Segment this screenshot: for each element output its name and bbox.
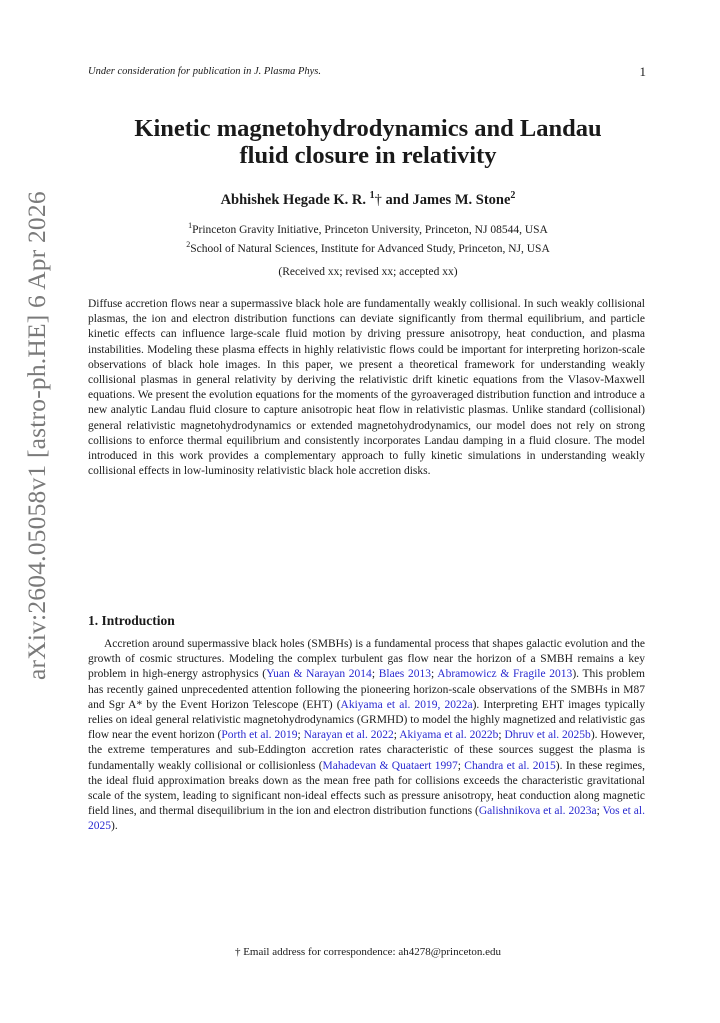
section-heading-introduction: 1. Introduction [88, 613, 175, 628]
correspondence-footnote: † Email address for correspondence: ah4278@princeton.edu [234, 946, 502, 958]
citation-link[interactable]: Blaes 2013 [378, 668, 431, 681]
body-text: ; [297, 729, 304, 742]
author-affiliation-mark-1: 1 [369, 190, 375, 201]
author-name-1: Abhishek Hegade K. R. [220, 191, 367, 208]
body-text: ). However, the extreme temperatures and sub-Eddington accretion rates characteristic of these sources suggest the plasma is fundamentally weakly collisional or collisionless ( [88, 729, 645, 772]
citation-link[interactable]: Mahadevan & Quataert 1997 [322, 759, 458, 772]
author-conjunction: and [385, 191, 409, 208]
author-affiliation-mark-2: 2 [510, 190, 516, 201]
body-text: ). Interpreting EHT images typically relies on ideal general relativistic magnetohydrodynamics (GRMHD) to model the highly magnetized and relativistic gas flow near the event horizon ( [88, 698, 645, 742]
body-text: ). In these regimes, the ideal fluid approximation breaks down as the mean free path for collisions exceeds the characteristic gravitational scale of the system, leading to significant non-ideal effects such as pressure anisotropy, heat conduction along magnetic field lines, and thermal disequilibrium in the ion and electron distribution functions ( [88, 759, 645, 818]
body-text: ; [430, 668, 438, 681]
citation-link[interactable]: Porth et al. 2019 [221, 729, 298, 742]
body-text: Accretion around supermassive black holes (SMBHs) is a fundamental process that shapes galactic evolution and the growth of cosmic structures. Modeling the complex turbulent gas flow near the horizon of a SMBH remains a key problem in high-energy astrophysics ( [88, 638, 645, 681]
citation-link[interactable]: Akiyama et al. 2022b [399, 729, 499, 742]
citation-link[interactable]: Dhruv et al. 2025b [504, 729, 591, 742]
affiliation-1 [88, 221, 648, 236]
affiliation-text-2: School of Natural Sciences, Institute for Advanced Study, Princeton, NJ, USA [190, 242, 550, 255]
body-text: ). This problem has recently gained unprecedented attention following the pioneering horizon-scale observations of the SMBHs in M87 and Sgr A* by the Event Horizon Telescope (EHT) ( [88, 668, 645, 711]
introduction-paragraph [88, 637, 645, 835]
affiliation-2 [88, 240, 648, 255]
citation-link[interactable]: Abramowicz & Fragile 2013 [437, 668, 573, 681]
citation-link[interactable]: Chandra et al. 2015 [464, 759, 556, 772]
running-head: Under consideration for publication in J. Plasma Phys. [88, 66, 322, 77]
corresponding-author-mark: † [374, 191, 382, 208]
body-text: ; [457, 759, 465, 772]
citation-link[interactable]: Galishnikova et al. 2023a [478, 805, 597, 818]
author-name-2: James M. Stone [412, 191, 511, 208]
citation-link[interactable]: Yuan & Narayan 2014 [266, 668, 372, 681]
body-text: ; [498, 729, 505, 742]
body-text: ; [393, 729, 400, 742]
paper-title [88, 115, 648, 169]
arxiv-identifier-stamp: arXiv:2604.05058v1 [astro-ph.HE] 6 Apr 2026 [22, 191, 51, 680]
affiliation-mark-2: 2 [186, 240, 191, 249]
paper-title-line-1: Kinetic magnetohydrodynamics and Landau [134, 115, 602, 142]
body-text: ; [371, 668, 379, 681]
paper-title-line-2: fluid closure in relativity [239, 142, 497, 169]
citation-link[interactable]: Narayan et al. 2022 [303, 729, 394, 742]
received-dates: (Received xx; revised xx; accepted xx) [278, 266, 458, 278]
affiliation-mark-1: 1 [188, 221, 193, 230]
body-text: ; [596, 805, 603, 818]
author-list [88, 190, 648, 209]
citation-link[interactable]: Vos et al. 2025 [88, 805, 645, 833]
body-text: ). [111, 820, 118, 833]
citation-link[interactable]: Akiyama et al. 2019, 2022a [340, 698, 473, 711]
abstract: Diffuse accretion flows near a supermassive black hole are fundamentally weakly collisional. In such weakly collisional plasmas, the ion and electron distribution functions can deviate significantly from thermal equilibrium, and particle kinetic effects can influence large-scale fluid motion by driving pressure anisotropy, heat conduction, and plasma instabilities. Modeling these plasma effects in highly relativistic flows could be important for interpreting horizon-scale observations of black hole images. In this paper, we present a theoretical framework for understanding weakly collisional plasmas in general relativity by deriving the relativistic drift kinetic equations from the Vlasov-Maxwell equations. We present the evolution equations for the moments of the gyroaveraged distribution function and introduce a new analytic Landau fluid closure to capture anisotropic heat flow in relativistic plasmas. Unlike standard (collisional) general relativistic magnetohydrodynamics or extended magnetohydrodynamics, our model does not rely on strong collisions to enforce thermal equilibrium and consistently incorporates Landau damping in a fluid closure. The model introduced in this work provides a complementary approach to fully kinetic simulations in understanding weakly collisional effects in low-luminosity relativistic black hole accretion disks. [88, 298, 645, 478]
affiliation-text-1: Princeton Gravity Initiative, Princeton University, Princeton, NJ 08544, USA [192, 223, 548, 236]
page-number: 1 [639, 64, 646, 79]
